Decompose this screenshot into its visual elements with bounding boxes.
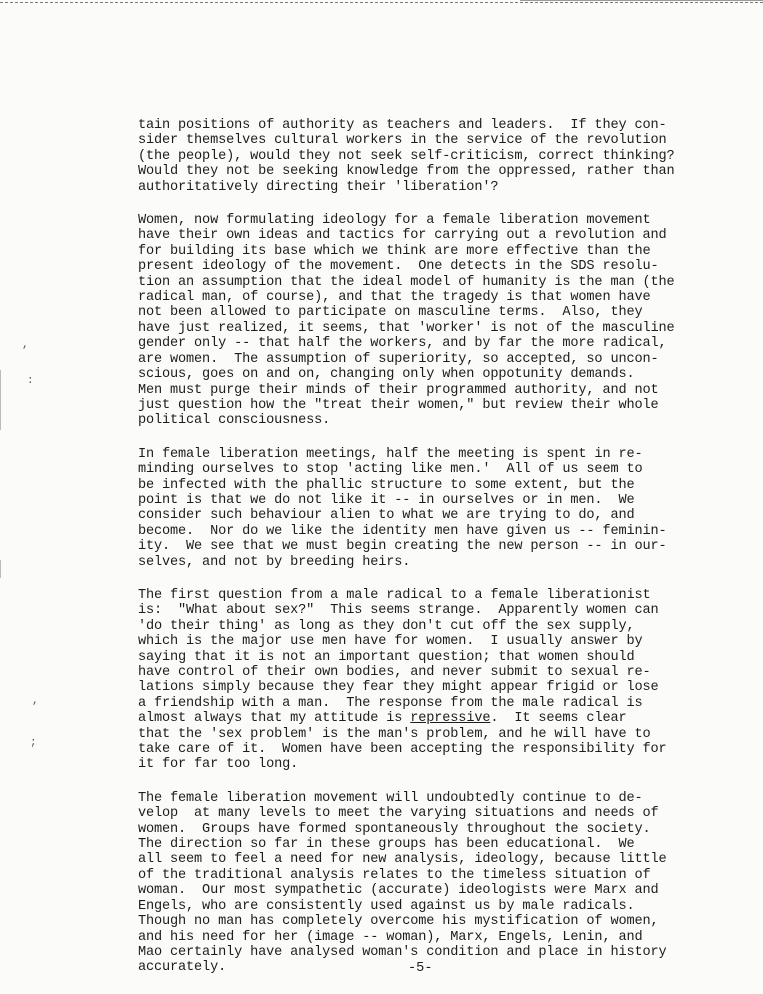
text-line: accurately. (138, 960, 227, 976)
text-line: it for far too long. (138, 757, 299, 773)
text-line: The direction so far in these groups has been educational. We (138, 837, 635, 853)
text-line: is: "What about sex?" This seems strange. Apparently women can (138, 603, 659, 619)
text-line: tion an assumption that the ideal model of humanity is the man (the (138, 274, 675, 290)
text-line: scious, goes on and on, changing only when oppotunity demands. (138, 367, 635, 383)
text-line: radical man, of course), and that the tragedy is that women have (138, 290, 651, 306)
left-scan-edge (0, 370, 1, 430)
text-line: (the people), would they not seek self-criticism, correct thinking? (138, 148, 675, 164)
text-line: tain positions of authority as teachers and leaders. If they con- (138, 118, 667, 133)
text-line: The first question from a male radical to a female liberationist (138, 587, 651, 603)
text-line: minding ourselves to stop 'acting like men.' All of us seem to (138, 462, 643, 478)
text-line: be infected with the phallic structure to some extent, but the (138, 477, 635, 493)
scan-speck: , (32, 695, 39, 707)
paragraph (138, 791, 756, 976)
text-line: and his need for her (image -- woman), Marx, Engels, Lenin, and (138, 929, 643, 945)
page-number: -5- (408, 961, 433, 976)
top-scan-rule (0, 2, 763, 3)
text-line: Would they not be seeking knowledge from the oppressed, rather than (138, 164, 675, 180)
text-line: have just realized, it seems, that 'worker' is not of the masculine (138, 320, 675, 336)
text-line: political consciousness. (138, 413, 331, 429)
text-line: sider themselves cultural workers in the service of the revolution (138, 133, 667, 149)
text-line: lations simply because they fear they might appear frigid or lose (138, 680, 659, 696)
top-scan-rule-short (520, 0, 763, 1)
text-line: not been allowed to participate on masculine terms. Also, they (138, 305, 643, 321)
text-line: have control of their own bodies, and never submit to sexual re- (138, 665, 651, 680)
text-line: authoritatively directing their 'liberation'? (138, 179, 499, 195)
paragraph (138, 588, 756, 773)
text-line: Women, now formulating ideology for a female liberation movement (138, 213, 651, 229)
text-line: In female liberation meetings, half the meeting is spent in re- (138, 446, 643, 462)
text-line: consider such behaviour alien to what we are trying to do, and (138, 508, 635, 524)
text-line: ity. We see that we must begin creating the new person -- in our- (138, 539, 667, 555)
text-line: Though no man has completely overcome his mystification of women, (138, 914, 659, 930)
text-line: have their own ideas and tactics for carrying out a revolution and (138, 228, 667, 244)
text-line: gender only -- that half the workers, and by far the more radical, (138, 336, 667, 352)
text-line: that the 'sex problem' is the man's problem, and he will have to (138, 726, 651, 742)
text-line: The female liberation movement will undoubtedly continue to de- (138, 790, 643, 806)
text-line: 'do their thing' as long as they don't cut off the sex supply, (138, 618, 635, 634)
scan-speck: ; (30, 737, 37, 749)
scan-speck: , (22, 339, 29, 351)
text-line: a friendship with a man. The response from the male radical is (138, 695, 643, 711)
text-line: just question how the "treat their women," but review their whole (138, 397, 659, 413)
underlined-word: repressive (410, 711, 491, 727)
text-line: woman. Our most sympathetic (accurate) ideologists were Marx and (138, 883, 659, 899)
text-line: all seem to feel a need for new analysis, ideology, because little (138, 852, 667, 868)
text-line: for building its base which we think are more effective than the (138, 243, 651, 259)
text-line: are women. The assumption of superiority, so accepted, so uncon- (138, 351, 659, 367)
left-scan-edge (0, 560, 1, 578)
text-line: selves, and not by breeding heirs. (138, 554, 411, 570)
text-line: which is the major use men have for women. I usually answer by (138, 634, 643, 650)
paragraph (138, 118, 756, 195)
text-line: saying that it is not an important question; that women should (138, 649, 635, 665)
text-line: of the traditional analysis relates to the timeless situation of (138, 867, 651, 883)
document-body (138, 118, 756, 994)
text-line: take care of it. Women have been accepting the responsibility for (138, 742, 667, 758)
text-line: point is that we do not like it -- in ourselves or in men. We (138, 492, 635, 508)
text-line: almost always that my attitude is repressive. It seems clear (138, 711, 627, 727)
paragraph (138, 447, 756, 570)
text-line: Engels, who are consistently used against us by male radicals. (138, 898, 635, 914)
text-line: women. Groups have formed spontaneously throughout the society. (138, 821, 651, 837)
text-line: present ideology of the movement. One detects in the SDS resolu- (138, 259, 659, 275)
text-line: velop at many levels to meet the varying situations and needs of (138, 806, 659, 822)
text-line: Mao certainly have analysed woman's condition and place in history (138, 944, 667, 960)
paragraph (138, 213, 756, 429)
text-line: Men must purge their minds of their programmed authority, and not (138, 382, 659, 398)
text-line: become. Nor do we like the identity men have given us -- feminin- (138, 523, 667, 539)
scan-speck: : (27, 375, 34, 387)
